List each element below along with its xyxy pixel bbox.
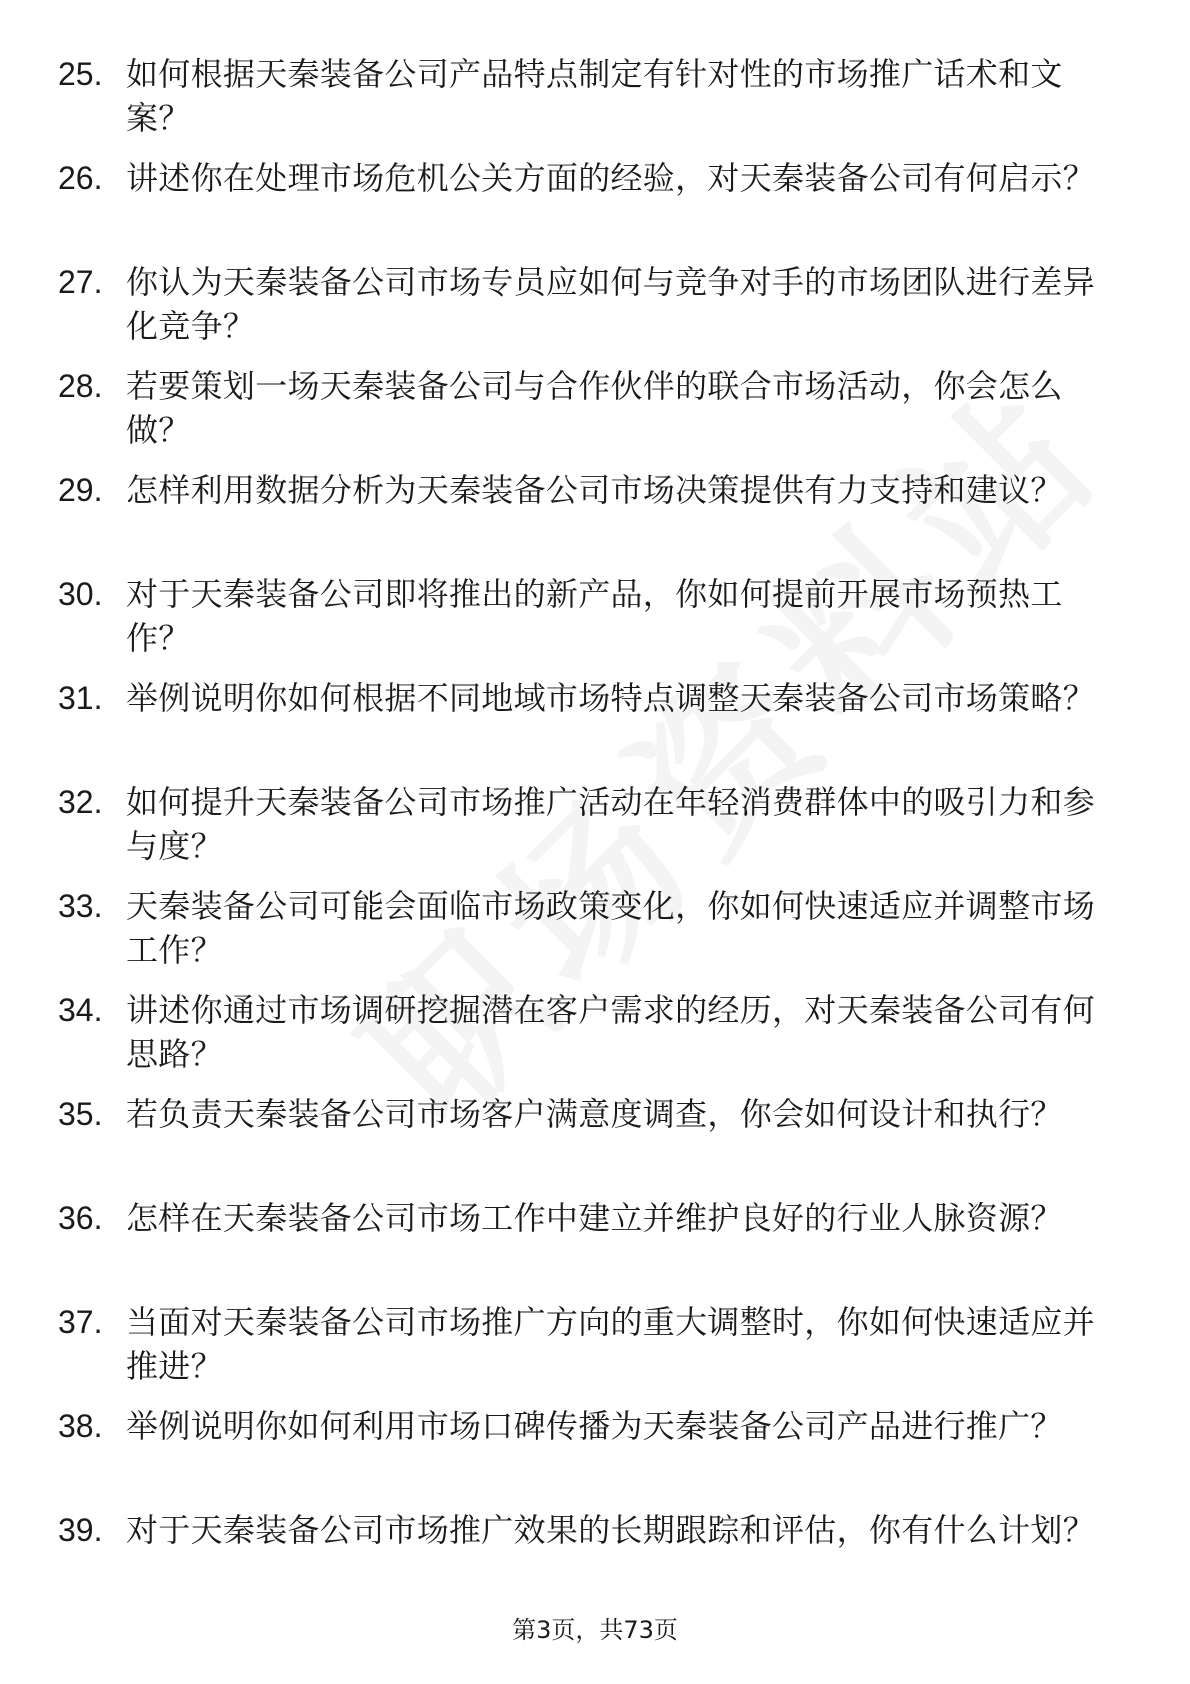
question-text: 怎样在天秦装备公司市场工作中建立并维护良好的行业人脉资源？ bbox=[126, 1199, 1063, 1237]
question-number: 35. bbox=[58, 1096, 103, 1132]
question-text: 若要策划一场天秦装备公司与合作伙伴的联合市场活动，你会怎么做？ bbox=[126, 367, 1063, 449]
question-number: 30. bbox=[58, 576, 103, 612]
question-number: 34. bbox=[58, 992, 103, 1028]
question-text: 当面对天秦装备公司市场推广方向的重大调整时，你如何快速适应并推进？ bbox=[126, 1303, 1096, 1385]
question-item bbox=[58, 156, 1108, 260]
question-text: 若负责天秦装备公司市场客户满意度调查，你会如何设计和执行？ bbox=[126, 1095, 1063, 1133]
question-text: 举例说明你如何利用市场口碑传播为天秦装备公司产品进行推广？ bbox=[126, 1407, 1063, 1445]
question-text: 如何根据天秦装备公司产品特点制定有针对性的市场推广话术和文案？ bbox=[126, 55, 1063, 137]
question-number: 39. bbox=[58, 1512, 103, 1548]
question-number: 26. bbox=[58, 160, 103, 196]
question-item bbox=[58, 1092, 1108, 1196]
question-number: 31. bbox=[58, 680, 103, 716]
question-item bbox=[58, 364, 1108, 468]
question-item bbox=[58, 884, 1108, 988]
question-number: 36. bbox=[58, 1200, 103, 1236]
question-item bbox=[58, 1508, 1108, 1612]
question-item bbox=[58, 260, 1108, 364]
question-item bbox=[58, 52, 1108, 156]
question-item bbox=[58, 988, 1108, 1092]
question-text: 举例说明你如何根据不同地域市场特点调整天秦装备公司市场策略？ bbox=[126, 679, 1096, 717]
question-text: 天秦装备公司可能会面临市场政策变化，你如何快速适应并调整市场工作？ bbox=[126, 887, 1096, 969]
question-number: 27. bbox=[58, 264, 103, 300]
question-text: 讲述你通过市场调研挖掘潜在客户需求的经历，对天秦装备公司有何思路？ bbox=[126, 991, 1096, 1073]
question-number: 25. bbox=[58, 56, 103, 92]
page-number-footer: 第3页，共73页 bbox=[512, 1616, 678, 1644]
question-list bbox=[58, 52, 1108, 1612]
question-number: 32. bbox=[58, 784, 103, 820]
question-text: 怎样利用数据分析为天秦装备公司市场决策提供有力支持和建议？ bbox=[126, 471, 1063, 509]
question-item bbox=[58, 780, 1108, 884]
question-item bbox=[58, 1300, 1108, 1404]
question-text: 如何提升天秦装备公司市场推广活动在年轻消费群体中的吸引力和参与度？ bbox=[126, 783, 1096, 865]
question-item bbox=[58, 1196, 1108, 1300]
question-item bbox=[58, 1404, 1108, 1508]
question-text: 你认为天秦装备公司市场专员应如何与竞争对手的市场团队进行差异化竞争？ bbox=[126, 263, 1096, 345]
question-number: 38. bbox=[58, 1408, 103, 1444]
question-text: 对于天秦装备公司市场推广效果的长期跟踪和评估，你有什么计划？ bbox=[126, 1511, 1096, 1549]
question-number: 33. bbox=[58, 888, 103, 924]
question-number: 37. bbox=[58, 1304, 103, 1340]
question-number: 28. bbox=[58, 368, 103, 404]
question-text: 讲述你在处理市场危机公关方面的经验，对天秦装备公司有何启示？ bbox=[126, 159, 1096, 197]
question-number: 29. bbox=[58, 472, 103, 508]
question-item bbox=[58, 676, 1108, 780]
question-text: 对于天秦装备公司即将推出的新产品，你如何提前开展市场预热工作？ bbox=[126, 575, 1063, 657]
question-item bbox=[58, 572, 1108, 676]
question-item bbox=[58, 468, 1108, 572]
